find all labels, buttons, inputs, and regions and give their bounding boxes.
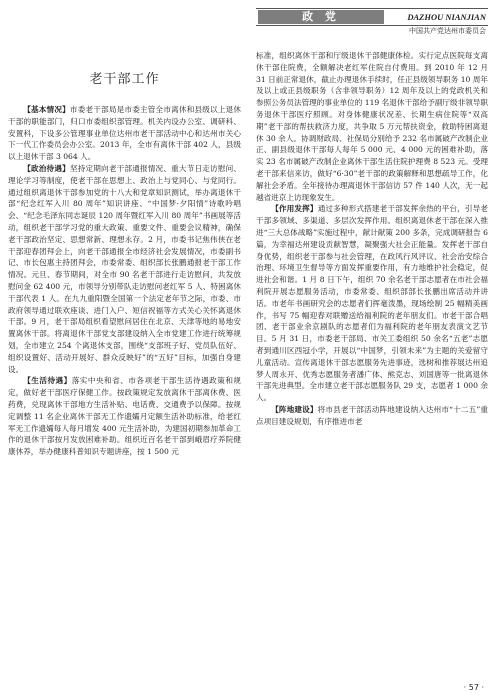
left-column — [8, 50, 241, 458]
paragraph-facilities — [256, 404, 488, 428]
section-label: 【基本情况】 — [23, 105, 70, 114]
right-column — [256, 50, 488, 428]
paragraph-role — [256, 203, 488, 404]
paragraph-text: 通过多种形式搭建老干部发挥余热的平台，引导老干部多领域、多渠道、多层次发挥作用。组织离退休老干部在深入推进“三大总体战略”实施过程中，献计献策 200 多条，完成调研报告 6 篇，为幸福达州建设贡献智慧，凝聚强大社会正能量。发挥老干部自身优势，组织老干部参与社会管理，在政风行风评议、社会治安综合治理、环境卫生督导等方面发挥重要作用，有力地维护社会稳定，促进社会和谐。1 月 8 日下午，组织 70 余名老干部志愿者在市社会福利院开展志愿服务活动，市委常委、组织部部长张鹏出席活动并讲话。市老年书画研究会的志愿者们挥毫泼墨，现场绘制 25 幅精美画作，书写 75 幅迎春对联赠送给福利院的老年朋友们。市老干部合唱团、老干部业余京剧队的志愿者们为福利院的老年朋友表演文艺节目。5 月 31 日，市委老干部局、市关工委组织 50 余名“五老”志愿者到通川区西冠小学，开展以“中国梦，引领未来”为主题的关爱留守儿童活动。宣传离退休干部志愿服务先进事迹，选树和推荐展达州追梦人周永开、优秀志愿服务者潘广体、熊克志、刘国唐等一批离退休干部先进典型。全市建立老干部志愿服务队 29 支，志愿者 1 000 余人。 — [256, 204, 489, 403]
paragraph-text: 落实中央和省、市各项老干部生活待遇政策和规定，做好老干部医疗保健工作。按政策规定发放离休干部离休费、医药费，兑现离休干部地方生活补贴、电话费、交通费予以保障。按规定调整 11 名企业离休干部无工作遗孀月定额生活补助标准，给老红军无工作遗孀每人每月增发 400 元生活补助，为建国初期参加革命工作的退休干部按月发放困难补助。组织近百名老干部到峨眉疗养院健康休养，举办健康科普知识专题讲座，按 1 500 元 — [8, 376, 242, 457]
paragraph-text: 标准，组织离休干部和厅级退休干部健康体检。实行定点医院每支离休干部住院费，全额解决老红军住院自付费用。到 2010 年 12 月 31 日前正常退休，截止办理退休手续时，任正县级领导职务 10 周年及以上或正县级职务（含非领导职务）12 周年及以上的党政机关和参照公务员法管理的事业单位的 119 名退休干部给予副厅级非领导职务退休干部医疗照顾。对身体健康状况差、长期生病住院等“双高期”老干部的帮扶救济力度，共争取 5 万元帮扶资金，救助特困离退休 30 余人。协调财政局、社保局分别给予 232 名市属破产改制企业正、副县级退休干部每人每年 5 000 元、4 000 元的困难补助，落实 23 名市属破产改制企业离休干部生活住院护理费 8 523 元。受理老干部来信来访，做好“6·30”老干部的政策解释和思想疏导工作，化解社会矛盾。全年接待办理离退休干部信访 57 件 140 人次，无一起越省进京上访现象发生。 — [256, 51, 488, 202]
section-tag: 政 党 — [258, 10, 384, 24]
paragraph-text: 坚持定期向老干部通报情况、重大节日走访慰问、理论学习等制度，使老干部在思想上、政治上与党同心、与党同行。通过组织离退休干部参加党的十八大和党章知识测试，举办离退休干部“纪念红军入川 80 周年”知识讲座、“中国梦·夕阳情”诗歌吟唱会、“纪念毛泽东同志诞辰 120 周年暨红军入川 80 周年”书画展等活动，组织老干部学习党的重大政策、重要文件、重要会议精神，确保老干部政治坚定、思想常新、理想永存。2 月，市委书记焦伟侠在老干部迎春团拜会上，向老干部通报全市经济社会发展情况，市委副书记、市长包惠主持团拜会，市委常委、组织部长张鹏通报老干部工作情况。元旦、春节期间，对全市 90 名老干部进行走访慰问，共发放慰问金 62 400 元，市领导分别带队走访慰问老红军 5 人、特困离休干部代表 1 人。在九九重阳暨全国第一个法定老年节之际，市委、市政府领导通过联欢座谈、进门入户、短信祝福等方式关心关怀离退休干部。9 月，老干部局组织看望慰问居住在北京、天津等地的易地安置离休干部。将离退休干部党支部建设纳入全市党建工作进行统筹规划，全市建立 254 个离退休支部，围绕“支部班子好、党员队伍好、组织设置好、活动开展好、群众反映好”的“五好”目标，加强自身建设。 — [8, 163, 242, 374]
header-org: 中国共产党达州市委员会 — [409, 27, 486, 35]
header-rule-top — [256, 8, 488, 9]
paragraph-text: 将市县老干部活动阵地建设纳入达州市“十二五”重点项目建设规划，有序推进市老 — [256, 404, 489, 426]
paragraph-living — [8, 375, 241, 458]
paragraph-text: 市委老干部局是市委主管全市离休和县级以上退休干部的职能部门，归口市委组织部管理。机关内设办公室、调研科、安置科，下设多公管理事业单位达州市老干部活动中心和达州市关心下一代工作委员会办公室。2013 年，全市有离休干部 402 人，县级以上退休干部 3 064 人。 — [8, 105, 242, 162]
article-title: 老干部工作 — [89, 72, 160, 87]
journal-title-en: DAZHOU NIANJIAN — [407, 12, 486, 22]
section-label: 【作用发挥】 — [271, 204, 318, 214]
paragraph-political — [8, 163, 241, 375]
paragraph-continued — [256, 50, 488, 203]
section-label: 【生活待遇】 — [23, 376, 72, 386]
page-number: · 57 · — [463, 683, 484, 692]
section-label: 【阵地建设】 — [271, 404, 318, 414]
section-label: 【政治待遇】 — [23, 163, 70, 173]
page-header — [0, 0, 490, 38]
paragraph-basic-info — [8, 104, 241, 163]
